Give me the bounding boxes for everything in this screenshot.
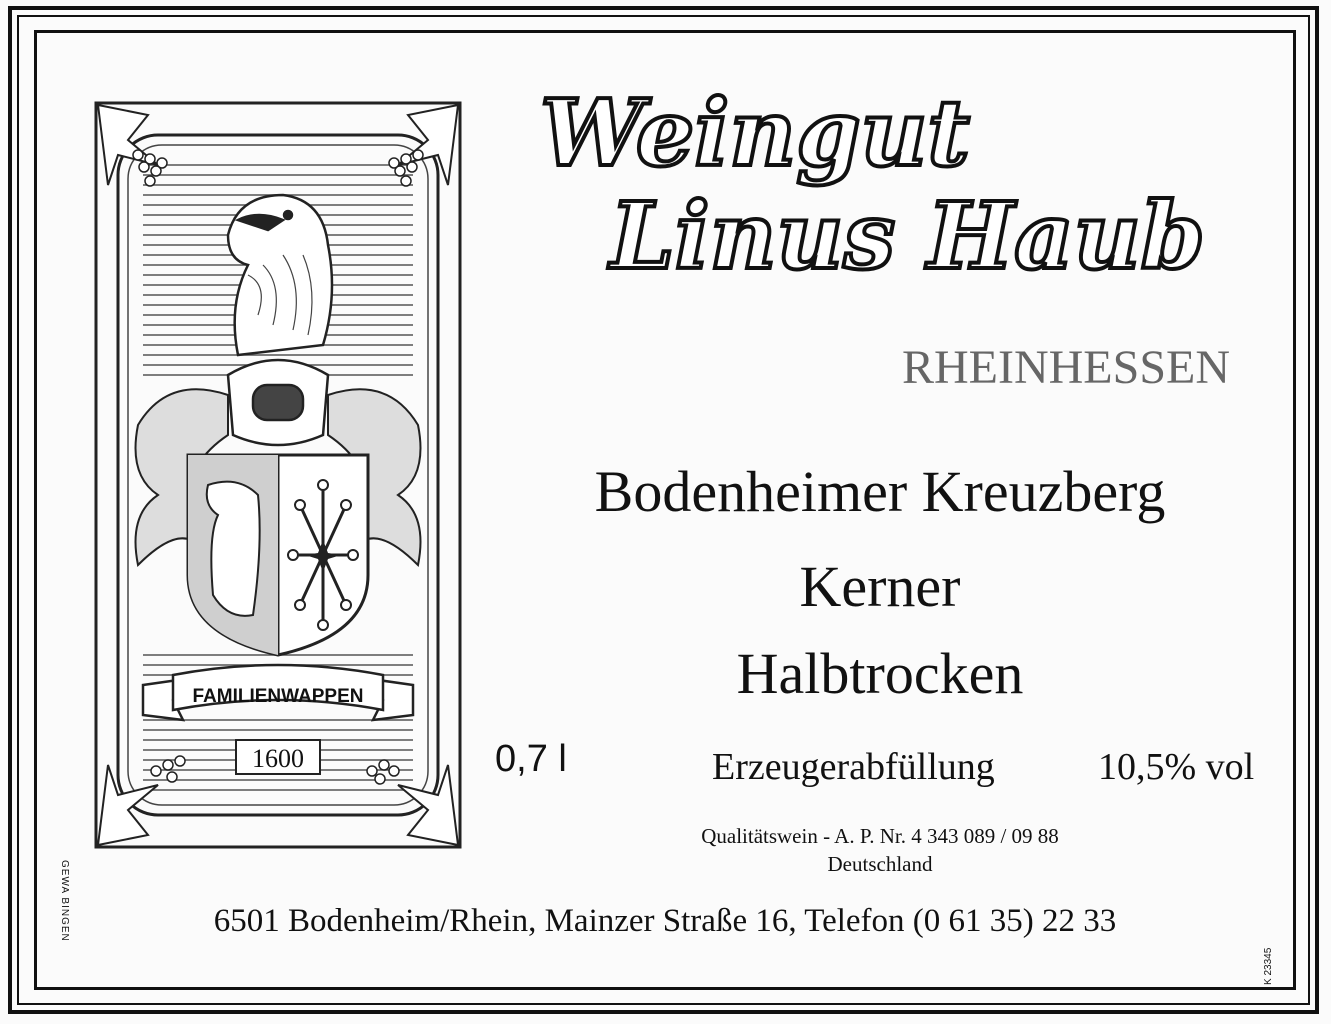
coat-of-arms xyxy=(88,95,468,855)
printer-name: GEWA BINGEN xyxy=(59,860,70,942)
print-code xyxy=(1255,905,1295,985)
winery-title-line1: Weingut xyxy=(540,80,970,187)
region-name: RHEINHESSEN xyxy=(901,341,1230,394)
crest-ribbon-text: FAMILIENWAPPEN xyxy=(192,686,364,707)
wine-style: Halbtrocken xyxy=(736,641,1024,706)
country: Deutschland xyxy=(827,852,933,876)
quality-number: Qualitätswein - A. P. Nr. 4 343 089 / 09 88 xyxy=(701,824,1059,848)
winery-title-line2: Linus Haub xyxy=(610,182,1205,290)
bottling-info: Erzeugerabfüllung xyxy=(712,746,995,788)
printer-mark xyxy=(40,860,80,980)
alcohol-content: 10,5% vol xyxy=(1098,746,1255,788)
print-code-text: K 23345 xyxy=(1263,947,1274,985)
coat-of-arms-illustration xyxy=(88,95,468,855)
winery-address: 6501 Bodenheim/Rhein, Mainzer Straße 16, Telefon (0 61 35) 22 33 xyxy=(213,903,1117,939)
wine-grape-variety: Kerner xyxy=(799,554,961,619)
quality-info xyxy=(600,822,1160,878)
winery-title xyxy=(520,80,1240,300)
crest-year: 1600 xyxy=(252,744,304,773)
bottle-volume: 0,7 l xyxy=(495,738,567,780)
wine-vineyard: Bodenheimer Kreuzberg xyxy=(594,459,1166,524)
